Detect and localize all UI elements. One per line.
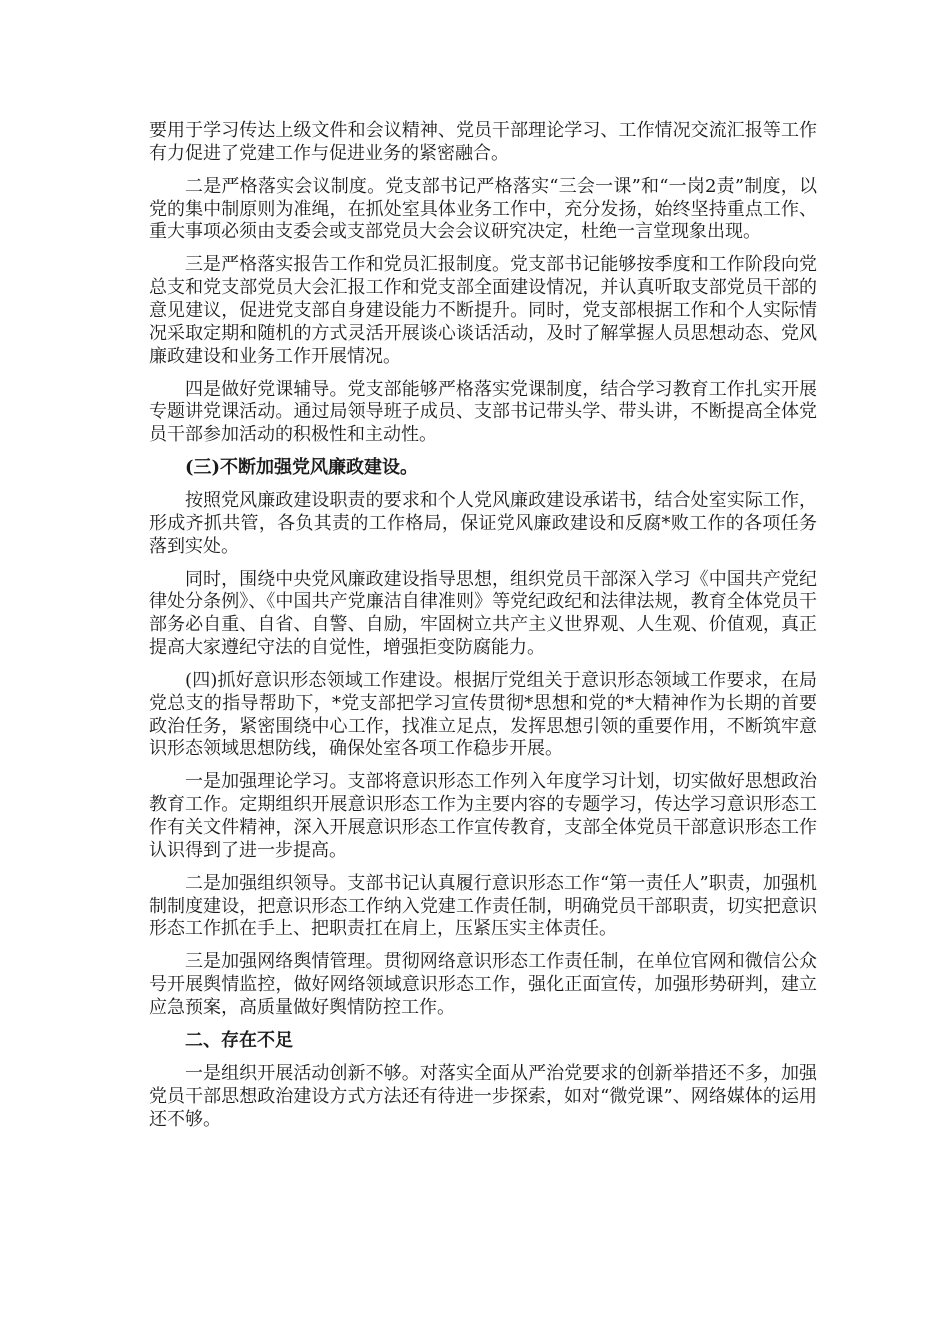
section-heading-integrity: (三)不断加强党风廉政建设。 bbox=[185, 457, 419, 479]
paragraph-organization-leadership: 二是加强组织领导。支部书记认真履行意识形态工作“第一责任人”职责，加强机制制度建设，把意识形态工作纳入党建工作责任制，明确党员干部职责，切实把意识形态工作抓在手上、把职责扛在肩上，压紧压实主体责任。 bbox=[149, 872, 817, 940]
paragraph-meeting-system: 二是严格落实会议制度。党支部书记严格落实“三会一课”和“一岗2责”制度，以党的集中制原则为准绳，在抓处室具体业务工作中，充分发扬，始终坚持重点工作、重大事项必须由支委会或支部党员大会会议研究决定，杜绝一言堂现象出现。 bbox=[149, 175, 817, 243]
paragraph-network-management: 三是加强网络舆情管理。贯彻网络意识形态工作责任制，在单位官网和微信公众号开展舆情监控，做好网络领域意识形态工作，强化正面宣传，加强形势研判，建立应急预案，高质量做好舆情防控工作。 bbox=[149, 951, 817, 1018]
document-body bbox=[149, 120, 817, 1142]
paragraph-integrity-study: 同时，围绕中央党风廉政建设指导思想，组织党员干部深入学习《中国共产党纪律处分条例》、《中国共产党廉洁自律准则》等党纪政纪和法律法规，教育全体党员干部务必自重、自省、自警、自励，牢固树立共产主义世界观、人生观、价值观，真正提高大家遵纪守法的自觉性，增强拒变防腐能力。 bbox=[149, 568, 817, 659]
paragraph-reporting-system: 三是严格落实报告工作和党员汇报制度。党支部书记能够按季度和工作阶段向党总支和党支部党员大会汇报工作和党支部全面建设情况，并认真听取支部党员干部的意见建议，促进党支部自身建设能力不断提升。同时，党支部根据工作和个人实际情况采取定期和随机的方式灵活开展谈心谈话活动，及时了解掌握人员思想动态、党风廉政建设和业务工作开展情况。 bbox=[149, 254, 817, 367]
paragraph-integrity-responsibility: 按照党风廉政建设职责的要求和个人党风廉政建设承诺书，结合处室实际工作，形成齐抓共管，各负其责的工作格局，保证党风廉政建设和反腐*败工作的各项任务落到实处。 bbox=[149, 490, 817, 557]
paragraph-ideology-work: (四)抓好意识形态领域工作建设。根据厅党组关于意识形态领域工作要求，在局党总支的指导帮助下，*党支部把学习宣传贯彻*思想和党的*大精神作为长期的首要政治任务，紧密围绕中心工作，找准立足点，发挥思想引领的重要作用，不断筑牢意识形态领域思想防线，确保处室各项工作稳步开展。 bbox=[149, 670, 817, 760]
paragraph-party-lecture: 四是做好党课辅导。党支部能够严格落实党课制度，结合学习教育工作扎实开展专题讲党课活动。通过局领导班子成员、支部书记带头学、带头讲，不断提高全体党员干部参加活动的积极性和主动性。 bbox=[149, 378, 817, 446]
paragraph-theory-study: 一是加强理论学习。支部将意识形态工作列入年度学习计划，切实做好思想政治教育工作。定期组织开展意识形态工作为主要内容的专题学习，传达学习意识形态工作有关文件精神，深入开展意识形态工作宣传教育，支部全体党员干部意识形态工作认识得到了进一步提高。 bbox=[149, 771, 817, 861]
section-heading-shortcomings: 二、存在不足 bbox=[185, 1029, 293, 1051]
paragraph-continuation: 要用于学习传达上级文件和会议精神、党员干部理论学习、工作情况交流汇报等工作有力促进了党建工作与促进业务的紧密融合。 bbox=[149, 120, 817, 164]
paragraph-innovation-shortcoming: 一是组织开展活动创新不够。对落实全面从严治党要求的创新举措还不多，加强党员干部思想政治建设方式方法还有待进一步探索，如对“微党课”、网络媒体的运用还不够。 bbox=[149, 1062, 817, 1130]
